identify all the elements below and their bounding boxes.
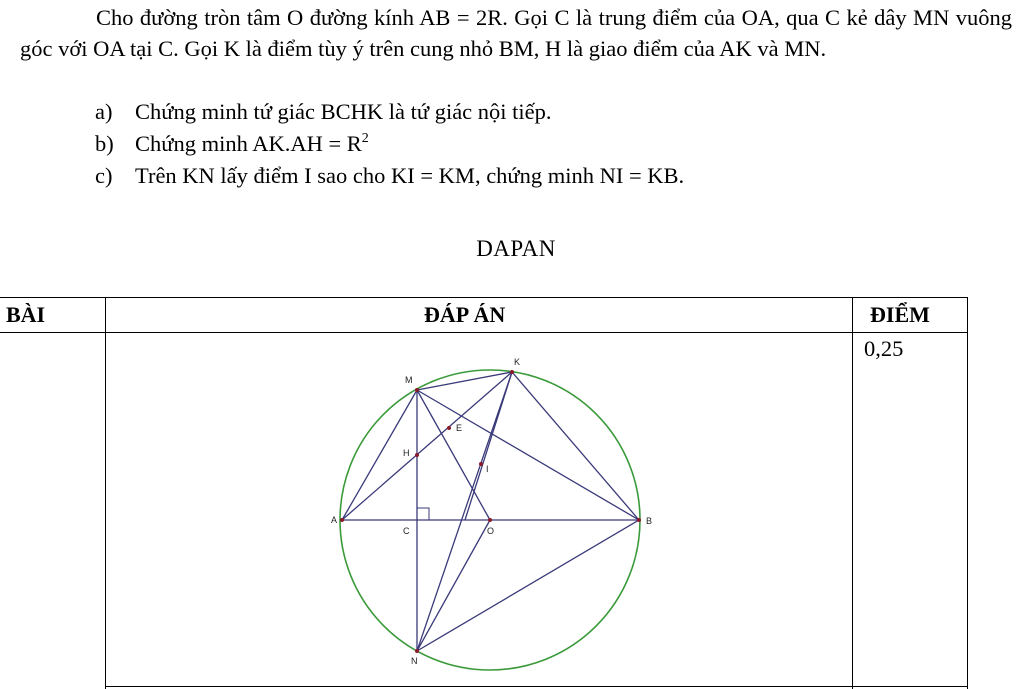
score-value: 0,25: [864, 336, 904, 361]
segment-mo: [417, 390, 490, 520]
label-e: E: [456, 423, 463, 433]
point-k: [510, 370, 514, 374]
segment-ko: [465, 372, 512, 520]
part-b-superscript: 2: [361, 131, 369, 146]
part-c-text: Trên KN lấy điểm I sao cho KI = KM, chứng minh NI = KB.: [135, 163, 685, 188]
part-c-label: c): [95, 163, 113, 188]
right-angle-mark: [417, 508, 429, 520]
point-h: [415, 453, 419, 457]
label-h: H: [403, 448, 410, 458]
point-a: [340, 518, 344, 522]
point-b: [637, 518, 641, 522]
header-diem: ĐIỂM: [870, 302, 930, 327]
segment-mk: [417, 372, 512, 390]
label-o: O: [487, 526, 495, 536]
label-b: B: [646, 516, 653, 526]
label-m: M: [405, 375, 413, 385]
point-m: [415, 388, 419, 392]
label-i: I: [486, 464, 489, 474]
label-k: K: [514, 357, 521, 367]
point-i: [479, 462, 483, 466]
label-n: N: [411, 656, 418, 666]
part-a-text: Chứng minh tứ giác BCHK là tứ giác nội tiếp.: [135, 99, 552, 124]
problem-text: Cho đường tròn tâm O đường kính AB = 2R. Gọi C là trung điểm của OA, qua C kẻ dây MN vuông góc với OA tại C. Gọi K là điểm tùy ý trên cung nhỏ BM, H là giao điểm của AK và MN.: [20, 5, 1012, 61]
point-e: [447, 426, 451, 430]
part-a-label: a): [95, 99, 113, 124]
part-b-text: Chứng minh AK.AH = R: [135, 131, 362, 156]
point-n: [415, 649, 419, 653]
label-c: C: [403, 526, 410, 536]
segment-no: [417, 520, 490, 651]
segment-mb: [417, 390, 639, 520]
answer-heading: DAPAN: [476, 236, 556, 261]
header-bai: BÀI: [6, 302, 46, 327]
point-o: [488, 518, 492, 522]
header-dap-an: ĐÁP ÁN: [424, 302, 506, 327]
label-a: A: [331, 515, 338, 525]
segment-nb: [417, 520, 639, 651]
part-b-label: b): [95, 131, 114, 156]
